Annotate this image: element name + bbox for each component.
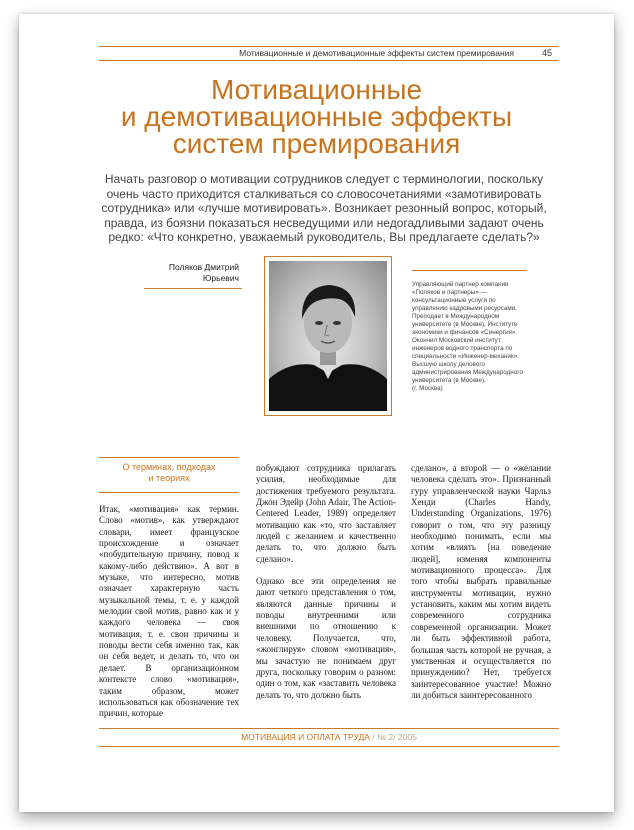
header-rule-top [99, 46, 559, 47]
paragraph: сделано», а второй — о «желании человека сделать это». Признанный гуру управленческой науки Чарльз Хенди (Charles Handy, Understanding Organizations, 1976) говорит о том, что эту разницу необходимо понимать, если мы хотим «влиять [на поведение людей], изменяя компоненты мотивационного процесса». Для того чтобы выбрать правильные инструменты мотивации, нужно установить, каким мы хотим видеть современного сотрудника современной организации. Может ли быть эффективной работа, большая часть которой не ручная, а умственная и осуществляется по принуждению? Нет, требуется заинтересованное участие! Можно ли добиться заинтересованного [411, 463, 551, 700]
section-heading-rule-top [99, 457, 239, 458]
footer-rule-top [99, 728, 559, 729]
author-name-line-2: Юрьевич [202, 273, 239, 283]
title-line-3: систем премирования [172, 128, 461, 159]
paragraph: побуждают сотрудника прилагать усилия, необходимые для достижения требуемого результата. Джон Эдейр (John Adair, The Action-Centered Leader, 1989) определяет мотивацию как «то, что заставляет людей с желанием и качественно делать то, что должно быть сделано». [256, 463, 396, 564]
text-column-3 [411, 463, 551, 701]
author-bio [412, 281, 530, 393]
footer-rule-bottom [99, 746, 559, 747]
author-photo-frame [264, 256, 392, 416]
text-column-1 [99, 504, 239, 720]
author-city: (г. Москва) [412, 385, 443, 392]
author-bio-text: Управляющий партнер компании «Поляков и партнеры» — консультационные услуги по управлению кадровыми ресурсами. Преподает в Международном университете (в Москве), Институте экономики и финансов «Синергия». Окончил Московский институт инженеров водного транспорта по специальности «Инженер-механик». Высшую школу делового администрирования Международного университета (в Москве). [412, 281, 523, 384]
paragraph: Итак, «мотивация» как термин. Слово «мотив», как утверждают словари, имеет французское происхождение и означает «побудительную причину, повод к какому-либо действию». А вот в музыке, что интересно, мотив означает характерную часть музыкальной темы, т. е. у каждой мелодии свой мотив, равно как и у каждого человека — своя мотивация, т. е. свои причины и поводы вести себя именно так, как он себя ведет, и делать то, что он делает. В организационном контексте слово «мотивация», таким образом, может использоваться как обозначение тех причин, которые [99, 504, 239, 719]
header-rule-bottom [99, 60, 559, 61]
author-photo [269, 261, 387, 411]
footer [99, 732, 559, 742]
title-line-2: и демотивационные эффекты [120, 101, 513, 132]
journal-name: МОТИВАЦИЯ И ОПЛАТА ТРУДА [241, 732, 370, 742]
section-heading [99, 462, 239, 484]
running-title: Мотивационные и демотивационные эффекты систем премирования [239, 48, 514, 58]
portrait-illustration [269, 261, 387, 411]
issue-number: / № 2/ 2005 [369, 732, 417, 742]
section-heading-rule-bottom [99, 492, 239, 493]
page-number: 45 [541, 48, 552, 58]
section-heading-line-1: О терминах, подходах [122, 462, 216, 472]
title-line-1: Мотивационные [210, 74, 423, 105]
magazine-page [19, 14, 614, 812]
bio-rule [412, 270, 527, 271]
author-rule [144, 288, 242, 289]
author-name [139, 262, 239, 284]
article-title [59, 76, 574, 157]
author-name-line-1: Поляков Дмитрий [168, 262, 239, 272]
section-heading-line-2: и теориях [148, 473, 190, 483]
text-column-2 [256, 463, 396, 701]
paragraph: Однако все эти определения не дают четкого представления о том, являются данные причины и поводы внутренними или внешними по отношению к человеку. Получается, что, «жонглируя» словом «мотивация», мы зачастую не понимаем друг друга, поскольку говорим о разном: один о том, как «заставить человека делать то, что должно быть [256, 576, 396, 700]
article-lead: Начать разговор о мотивации сотрудников следует с терминологии, поскольку очень часто приходится сталкиваться со словосочетаниями «замотивировать сотрудника» или «лучше мотивировать». Возникает резонный вопрос, который, правда, из боязни показаться несведущими или недогадливыми задают очень редко: «Что конкретно, уважаемый руководитель, Вы предлагаете сделать?» [101, 172, 547, 244]
